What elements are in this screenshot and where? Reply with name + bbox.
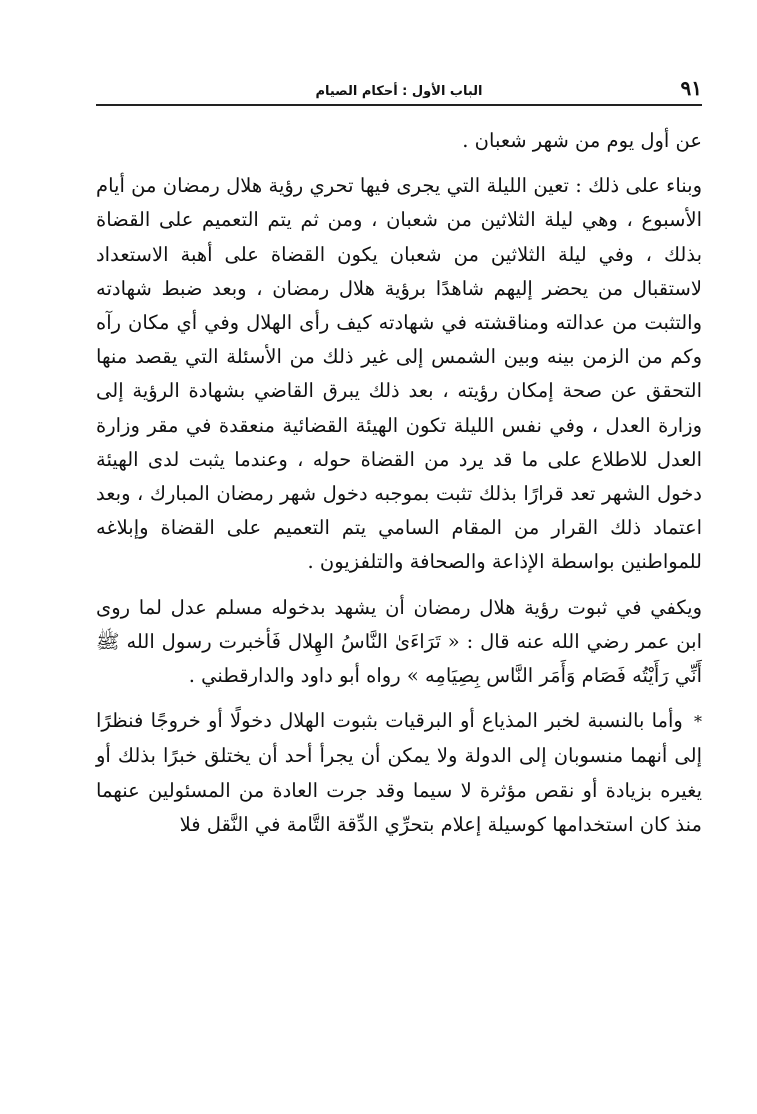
chapter-title: الباب الأول : أحكام الصيام bbox=[315, 84, 483, 99]
paragraph-4-text: وأما بالنسبة لخبر المذياع أو البرقيات بثبوت الهلال دخولًا أو خروجًا فنظرًا إلى أنهما منسوبان إلى الدولة ولا يمكن أن يجرأ أحد أن يختلق خبرًا بذلك أو يغيره بزيادة أو نقص مؤثرة لا سيما وقد جرت العادة من المسئولين عنهما منذ كان استخدامها كوسيلة إعلام بتحرِّي الدِّقة التَّامة في النَّقل فلا bbox=[96, 709, 702, 836]
page-number: ٩١ bbox=[680, 76, 702, 100]
body-text bbox=[96, 124, 702, 842]
paragraph-1: عن أول يوم من شهر شعبان . bbox=[462, 129, 702, 152]
paragraph-3: ويكفي في ثبوت رؤية هلال رمضان أن يشهد بدخوله مسلم عدل لما روى ابن عمر رضي الله عنه قال : « تَرَاءَىٰ النَّاسُ الهِلال فَأخبرت رسول الله ﷺ أَنِّي رَأَيْتُه فَصَام وَأَمَر النَّاس بِصِيَامِه » رواه أبو داود والدارقطني . bbox=[96, 595, 702, 688]
paragraph-4 bbox=[96, 704, 702, 842]
running-header bbox=[96, 70, 702, 106]
bullet-marker: * bbox=[694, 712, 703, 732]
document-page bbox=[96, 70, 702, 1060]
paragraph-2: وبناء على ذلك : تعين الليلة التي يجرى فيها تحري رؤية هلال رمضان من أيام الأسبوع ، وهي ليلة الثلاثين من شعبان ، ومن ثم يتم التعميم على القضاة بذلك ، وفي ليلة الثلاثين من شعبان يكون القضاة على أهبة الاستعداد لاستقبال من يحضر إليهم شاهدًا برؤية هلال رمضان ، وبعد ضبط شهادته والتثبت من عدالته ومناقشته في شهادته كيف رأى الهلال وفي أي مكان رآه وكم من الزمن بينه وبين الشمس إلى غير ذلك من الأسئلة التي يقصد منها التحقق عن صحة إمكان رؤيته ، بعد ذلك يبرق القاضي بشهادة الرؤية إلى وزارة العدل ، وفي نفس الليلة تكون الهيئة القضائية منعقدة في مقر وزارة العدل للاطلاع على ما قد يرد من القضاة حوله ، وعندما يثبت لدى الهيئة دخول الشهر تعد قرارًا بذلك تثبت بموجبه دخول شهر رمضان المبارك ، وبعد اعتماد ذلك القرار من المقام السامي يتم التعميم على القضاة وإبلاغه للمواطنين بواسطة الإذاعة والصحافة والتلفزيون . bbox=[96, 174, 702, 574]
